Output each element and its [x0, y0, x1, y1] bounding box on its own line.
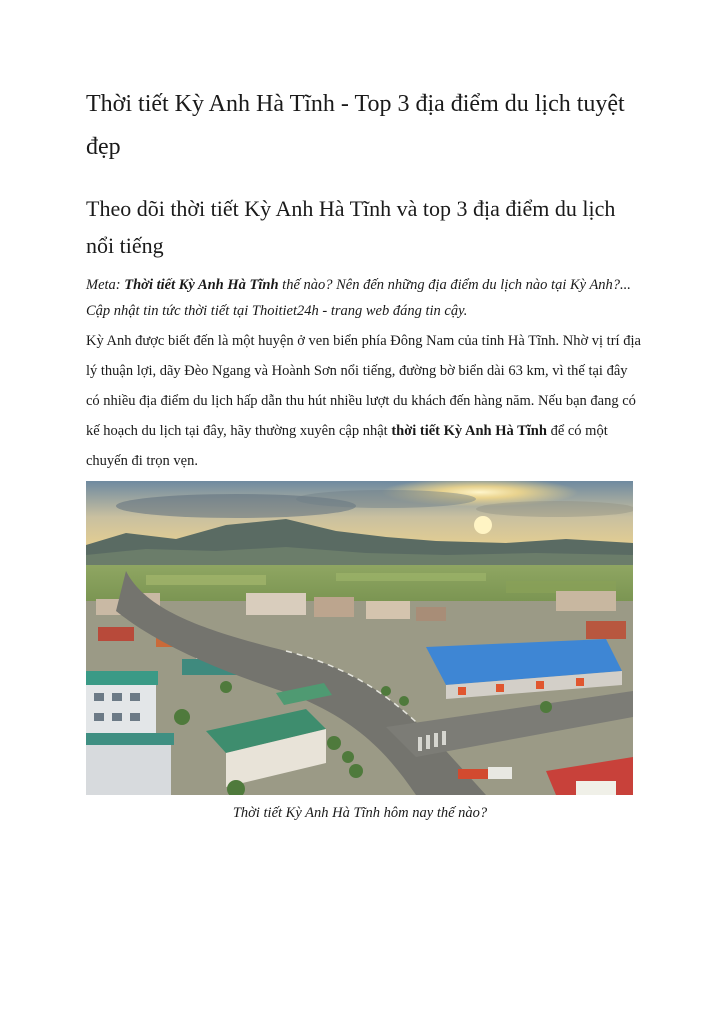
- meta-rest: thế nào? Nên đến những địa điểm du lịch nào tại Kỳ Anh?... Cập nhật tin tức thời tiết tại Thoitiet24h - trang web đáng tin cậy.: [86, 277, 631, 319]
- article-subtitle: Theo dõi thời tiết Kỳ Anh Hà Tĩnh và top 3 địa điểm du lịch nổi tiếng: [86, 196, 616, 258]
- paragraph-end: để có một chuyến đi trọn vẹn.: [86, 423, 608, 469]
- paragraph-keyword: thời tiết Kỳ Anh Hà Tĩnh: [391, 423, 547, 439]
- intro-paragraph: [86, 326, 642, 476]
- article-title: Thời tiết Kỳ Anh Hà Tĩnh - Top 3 địa điểm du lịch tuyệt đẹp: [86, 91, 625, 160]
- meta-description: [86, 272, 642, 324]
- meta-keyword: Thời tiết Kỳ Anh Hà Tĩnh: [124, 277, 279, 293]
- meta-prefix: Meta:: [86, 277, 125, 293]
- image-caption: Thời tiết Kỳ Anh Hà Tĩnh hôm nay thế nào?: [232, 805, 488, 821]
- aerial-town-photo: [86, 481, 633, 795]
- paragraph-text: Kỳ Anh được biết đến là một huyện ở ven biển phía Đông Nam của tỉnh Hà Tĩnh. Nhờ vị trí địa lý thuận lợi, dãy Đèo Ngang và Hoành Sơn nổi tiếng, đường bờ biển dài 63 km, vì thế tại đây có nhiều địa điểm du lịch hấp dẫn thu hút nhiều lượt du khách đến hàng năm. Nếu bạn đang có kế hoạch du lịch tại đây, hãy thường xuyên cập nhật: [86, 333, 641, 439]
